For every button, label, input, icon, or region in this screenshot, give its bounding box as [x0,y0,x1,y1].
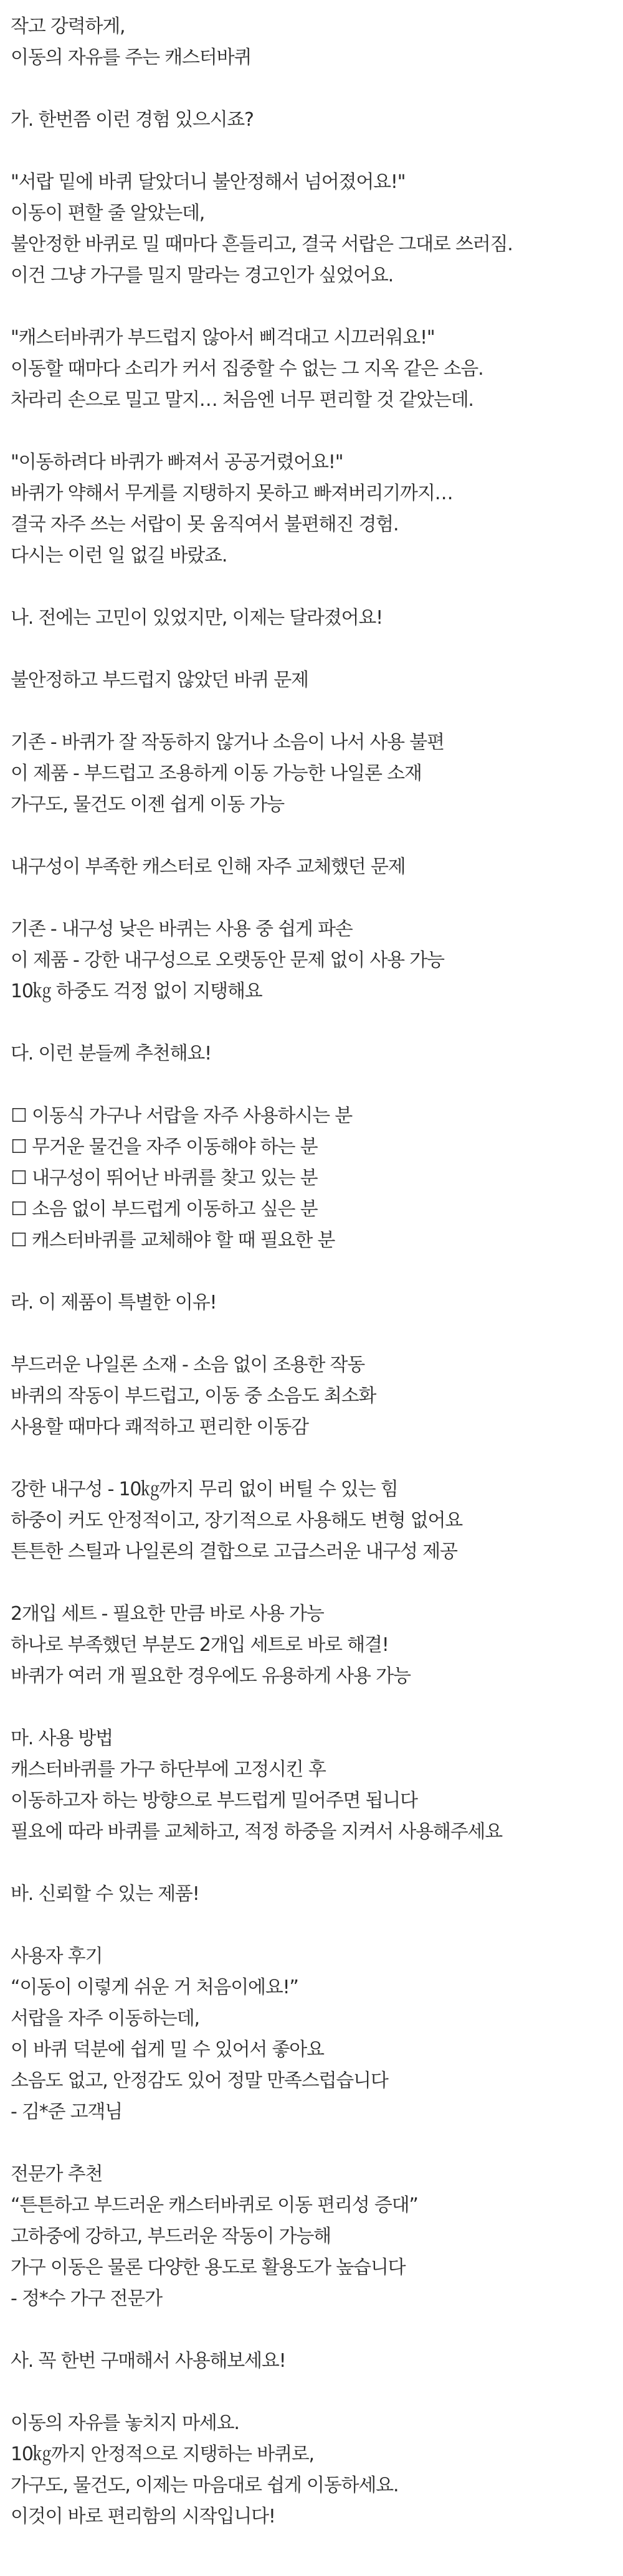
text-line: 10㎏ 하중도 걱정 없이 지탱해요 [11,980,262,1002]
paragraph-spacer [11,416,612,447]
text-line: 가. 한번쯤 이런 경험 있으시죠? [11,109,254,131]
text-paragraph [11,167,612,291]
text-line: 사용자 후기 [11,1945,103,1967]
text-line: ☐ 내구성이 뛰어난 바퀴를 찾고 있는 분 [11,1167,318,1189]
paragraph-spacer [11,1910,612,1941]
text-line: “이동이 이렇게 쉬운 거 처음이에요!” [11,1977,298,1998]
text-paragraph [11,1599,612,1692]
paragraph-spacer [11,634,612,665]
text-line: 캐스터바퀴를 가구 하단부에 고정시킨 후 [11,1759,326,1780]
text-paragraph [11,1038,612,1069]
text-line: 이동하고자 하는 방향으로 부드럽게 밀어주면 됩니다 [11,1790,417,1812]
paragraph-spacer [11,696,612,727]
text-paragraph [11,2159,612,2315]
text-line: "이동하려다 바퀴가 빠져서 공공거렸어요!" [11,451,343,473]
text-line: 강한 내구성 - 10㎏까지 무리 없이 버틸 수 있는 힘 [11,1478,398,1500]
text-line: 불안정하고 부드럽지 않았던 바퀴 문제 [11,669,308,691]
text-line: 튼튼한 스틸과 나일론의 결합으로 고급스러운 내구성 제공 [11,1541,457,1563]
paragraph-spacer [11,291,612,322]
paragraph-spacer [11,73,612,105]
text-line: 가구도, 물건도 이젠 쉽게 이동 가능 [11,794,284,816]
text-line: 필요에 따라 바퀴를 교체하고, 적정 하중을 지켜서 사용해주세요 [11,1821,502,1843]
text-line: 이동할 때마다 소리가 커서 집중할 수 없는 그 지옥 같은 소음. [11,358,483,380]
text-line: 작고 강력하게, [11,16,125,37]
paragraph-spacer [11,1848,612,1879]
text-line: 이것이 바로 편리함의 시작입니다! [11,2506,275,2527]
text-paragraph [11,447,612,571]
text-paragraph [11,1287,612,1319]
paragraph-spacer [11,883,612,914]
text-line: "서랍 밑에 바퀴 달았더니 불안정해서 넘어졌어요!" [11,171,406,193]
text-line: 이건 그냥 가구를 밀지 말라는 경고인가 싶었어요. [11,265,393,286]
text-paragraph [11,1350,612,1443]
text-paragraph [11,105,612,136]
paragraph-spacer [11,820,612,852]
text-line: 기존 - 내구성 낮은 바퀴는 사용 중 쉽게 파손 [11,918,353,940]
text-line: - 정*수 가구 전문가 [11,2288,162,2310]
paragraph-spacer [11,1069,612,1101]
text-line: 가구 이동은 물론 다양한 용도로 활용도가 높습니다 [11,2257,406,2278]
paragraph-spacer [11,136,612,167]
text-line: 결국 자주 쓰는 서랍이 못 움직여서 불편해진 경험. [11,514,399,535]
text-line: 전문가 추천 [11,2163,103,2185]
text-line: ☐ 무거운 물건을 자주 이동해야 하는 분 [11,1136,318,1158]
paragraph-spacer [11,1007,612,1038]
text-line: 소음도 없고, 안정감도 있어 정말 만족스럽습니다 [11,2070,388,2092]
text-line: 바퀴의 작동이 부드럽고, 이동 중 소음도 최소화 [11,1385,376,1407]
text-paragraph [11,1941,612,2128]
text-line: 다시는 이런 일 없길 바랐죠. [11,545,227,566]
text-line: 차라리 손으로 밀고 말지… 처음엔 너무 편리할 것 같았는데. [11,389,473,411]
text-paragraph [11,2346,612,2377]
text-paragraph [11,852,612,883]
text-line: “튼튼하고 부드러운 캐스터바퀴로 이동 편리성 증대” [11,2194,418,2216]
text-line: 불안정한 바퀴로 밀 때마다 흔들리고, 결국 서랍은 그대로 쓰러짐. [11,233,513,255]
text-line: 이동의 자유를 주는 캐스터바퀴 [11,47,252,68]
text-line: ☐ 소음 없이 부드럽게 이동하고 싶은 분 [11,1198,318,1220]
text-paragraph [11,727,612,820]
text-line: 가구도, 물건도, 이제는 마음대로 쉽게 이동하세요. [11,2475,399,2496]
text-line: 사. 꼭 한번 구매해서 사용해보세요! [11,2350,286,2372]
text-paragraph [11,322,612,416]
text-line: 이동이 편할 줄 알았는데, [11,202,205,224]
paragraph-spacer [11,1568,612,1599]
text-line: - 김*준 고객님 [11,2101,122,2123]
text-paragraph [11,1101,612,1256]
text-paragraph [11,914,612,1007]
paragraph-spacer [11,2128,612,2159]
text-line: ☐ 이동식 가구나 서랍을 자주 사용하시는 분 [11,1105,352,1127]
text-line: 하중이 커도 안정적이고, 장기적으로 사용해도 변형 없어요 [11,1510,463,1531]
text-line: 하나로 부족했던 부분도 2개입 세트로 바로 해결! [11,1634,389,1656]
text-line: 바. 신뢰할 수 있는 제품! [11,1883,199,1905]
text-line: 10㎏까지 안정적으로 지탱하는 바퀴로, [11,2443,314,2465]
text-line: 이 바퀴 덕분에 쉽게 밀 수 있어서 좋아요 [11,2039,324,2061]
text-line: 이동의 자유를 놓치지 마세요. [11,2412,239,2434]
text-line: 사용할 때마다 쾌적하고 편리한 이동감 [11,1416,308,1438]
text-paragraph [11,1474,612,1568]
paragraph-spacer [11,1692,612,1723]
text-line: 바퀴가 여러 개 필요한 경우에도 유용하게 사용 가능 [11,1665,411,1687]
text-line: 이 제품 - 강한 내구성으로 오랫동안 문제 없이 사용 가능 [11,949,444,971]
text-line: 바퀴가 약해서 무게를 지탱하지 못하고 빠져버리기까지… [11,482,453,504]
text-paragraph [11,11,612,73]
text-paragraph [11,1723,612,1848]
paragraph-spacer [11,2315,612,2346]
text-line: 이 제품 - 부드럽고 조용하게 이동 가능한 나일론 소재 [11,763,422,784]
text-line: 내구성이 부족한 캐스터로 인해 자주 교체했던 문제 [11,856,406,878]
text-line: 부드러운 나일론 소재 - 소음 없이 조용한 작동 [11,1354,365,1376]
text-line: ☐ 캐스터바퀴를 교체해야 할 때 필요한 분 [11,1229,335,1251]
paragraph-spacer [11,571,612,603]
paragraph-spacer [11,1319,612,1350]
text-line: 라. 이 제품이 특별한 이유! [11,1292,217,1314]
text-line: 다. 이런 분들께 추천해요! [11,1043,211,1065]
text-line: "캐스터바퀴가 부드럽지 않아서 삐걱대고 시끄러워요!" [11,327,435,349]
text-line: 서랍을 자주 이동하는데, [11,2008,199,2029]
text-line: 2개입 세트 - 필요한 만큼 바로 사용 가능 [11,1603,324,1625]
product-description [11,11,612,2532]
paragraph-spacer [11,2377,612,2408]
text-paragraph [11,603,612,634]
text-line: 나. 전에는 고민이 있었지만, 이제는 달라졌어요! [11,607,383,629]
text-line: 기존 - 바퀴가 잘 작동하지 않거나 소음이 나서 사용 불편 [11,731,444,753]
text-line: 마. 사용 방법 [11,1728,113,1749]
text-paragraph [11,2408,612,2532]
text-line: 고하중에 강하고, 부드러운 작동이 가능해 [11,2226,331,2247]
text-paragraph [11,665,612,696]
paragraph-spacer [11,1256,612,1287]
text-paragraph [11,1879,612,1910]
paragraph-spacer [11,1443,612,1474]
